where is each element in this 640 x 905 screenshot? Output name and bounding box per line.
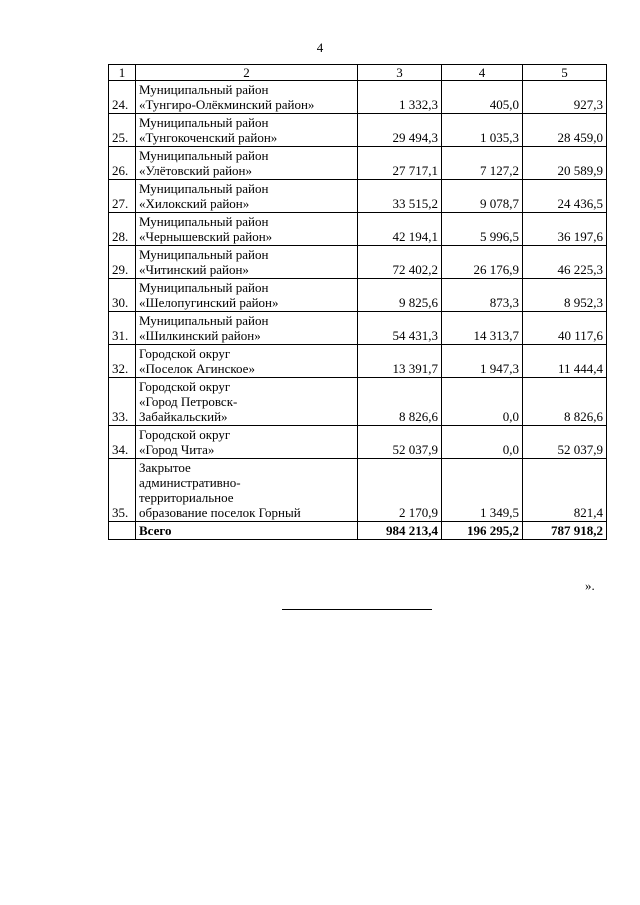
value-col5: 46 225,3 [523,246,607,279]
row-number: 25. [109,114,136,147]
value-col4: 1 349,5 [442,459,523,522]
row-number: 27. [109,180,136,213]
table-row [109,81,607,114]
municipality-name: Муниципальный район «Чернышевский район» [136,213,358,246]
row-number: 33. [109,378,136,426]
value-col3: 29 494,3 [358,114,442,147]
value-col5: 40 117,6 [523,312,607,345]
total-row [109,522,607,540]
row-number: 32. [109,345,136,378]
row-number: 35. [109,459,136,522]
value-col3: 72 402,2 [358,246,442,279]
row-number: 26. [109,147,136,180]
table-row [109,345,607,378]
value-col3: 27 717,1 [358,147,442,180]
value-col3: 9 825,6 [358,279,442,312]
total-col5: 787 918,2 [523,522,607,540]
table-row [109,180,607,213]
row-number: 34. [109,426,136,459]
table-row [109,312,607,345]
budget-table [108,64,607,540]
municipality-name: Муниципальный район «Тунгиро-Олёкминский район» [136,81,358,114]
municipality-name: Муниципальный район «Шелопугинский район» [136,279,358,312]
value-col4: 873,3 [442,279,523,312]
row-number: 29. [109,246,136,279]
page-number: 4 [316,40,324,55]
table-row [109,246,607,279]
column-header-2: 2 [136,65,358,81]
value-col5: 11 444,4 [523,345,607,378]
value-col5: 36 197,6 [523,213,607,246]
column-header-1: 1 [109,65,136,81]
value-col4: 1 947,3 [442,345,523,378]
municipality-name: Муниципальный район «Шилкинский район» [136,312,358,345]
value-col3: 1 332,3 [358,81,442,114]
value-col5: 8 952,3 [523,279,607,312]
row-number: 28. [109,213,136,246]
closing-quote-mark: ». [585,578,595,593]
value-col4: 26 176,9 [442,246,523,279]
row-number: 31. [109,312,136,345]
column-header-5: 5 [523,65,607,81]
municipality-name: Муниципальный район «Читинский район» [136,246,358,279]
value-col3: 13 391,7 [358,345,442,378]
table-row [109,378,607,426]
total-label: Всего [136,522,358,540]
value-col3: 42 194,1 [358,213,442,246]
value-col3: 8 826,6 [358,378,442,426]
table-header-row [109,65,607,81]
column-header-3: 3 [358,65,442,81]
value-col5: 8 826,6 [523,378,607,426]
value-col4: 405,0 [442,81,523,114]
value-col4: 0,0 [442,378,523,426]
value-col4: 9 078,7 [442,180,523,213]
total-col4: 196 295,2 [442,522,523,540]
table-row [109,213,607,246]
value-col3: 52 037,9 [358,426,442,459]
value-col4: 7 127,2 [442,147,523,180]
value-col5: 927,3 [523,81,607,114]
value-col4: 14 313,7 [442,312,523,345]
municipality-name: Муниципальный район «Улётовский район» [136,147,358,180]
table-body [109,81,607,540]
municipality-name: Муниципальный район «Хилокский район» [136,180,358,213]
value-col4: 0,0 [442,426,523,459]
column-header-4: 4 [442,65,523,81]
value-col5: 52 037,9 [523,426,607,459]
row-number: 24. [109,81,136,114]
table-row [109,459,607,522]
value-col5: 24 436,5 [523,180,607,213]
value-col5: 20 589,9 [523,147,607,180]
municipality-name: Муниципальный район «Тунгокоченский район» [136,114,358,147]
end-divider-line [282,609,432,610]
municipality-name: Городской округ «Город Чита» [136,426,358,459]
value-col3: 54 431,3 [358,312,442,345]
value-col3: 2 170,9 [358,459,442,522]
table-row [109,279,607,312]
total-num-cell [109,522,136,540]
table-row [109,147,607,180]
municipality-name: Городской округ «Поселок Агинское» [136,345,358,378]
value-col4: 5 996,5 [442,213,523,246]
value-col3: 33 515,2 [358,180,442,213]
table-row [109,426,607,459]
total-col3: 984 213,4 [358,522,442,540]
value-col4: 1 035,3 [442,114,523,147]
row-number: 30. [109,279,136,312]
value-col5: 821,4 [523,459,607,522]
table-row [109,114,607,147]
municipality-name: Городской округ «Город Петровск- Забайкальский» [136,378,358,426]
municipality-name: Закрытое административно- территориальное образование поселок Горный [136,459,358,522]
value-col5: 28 459,0 [523,114,607,147]
